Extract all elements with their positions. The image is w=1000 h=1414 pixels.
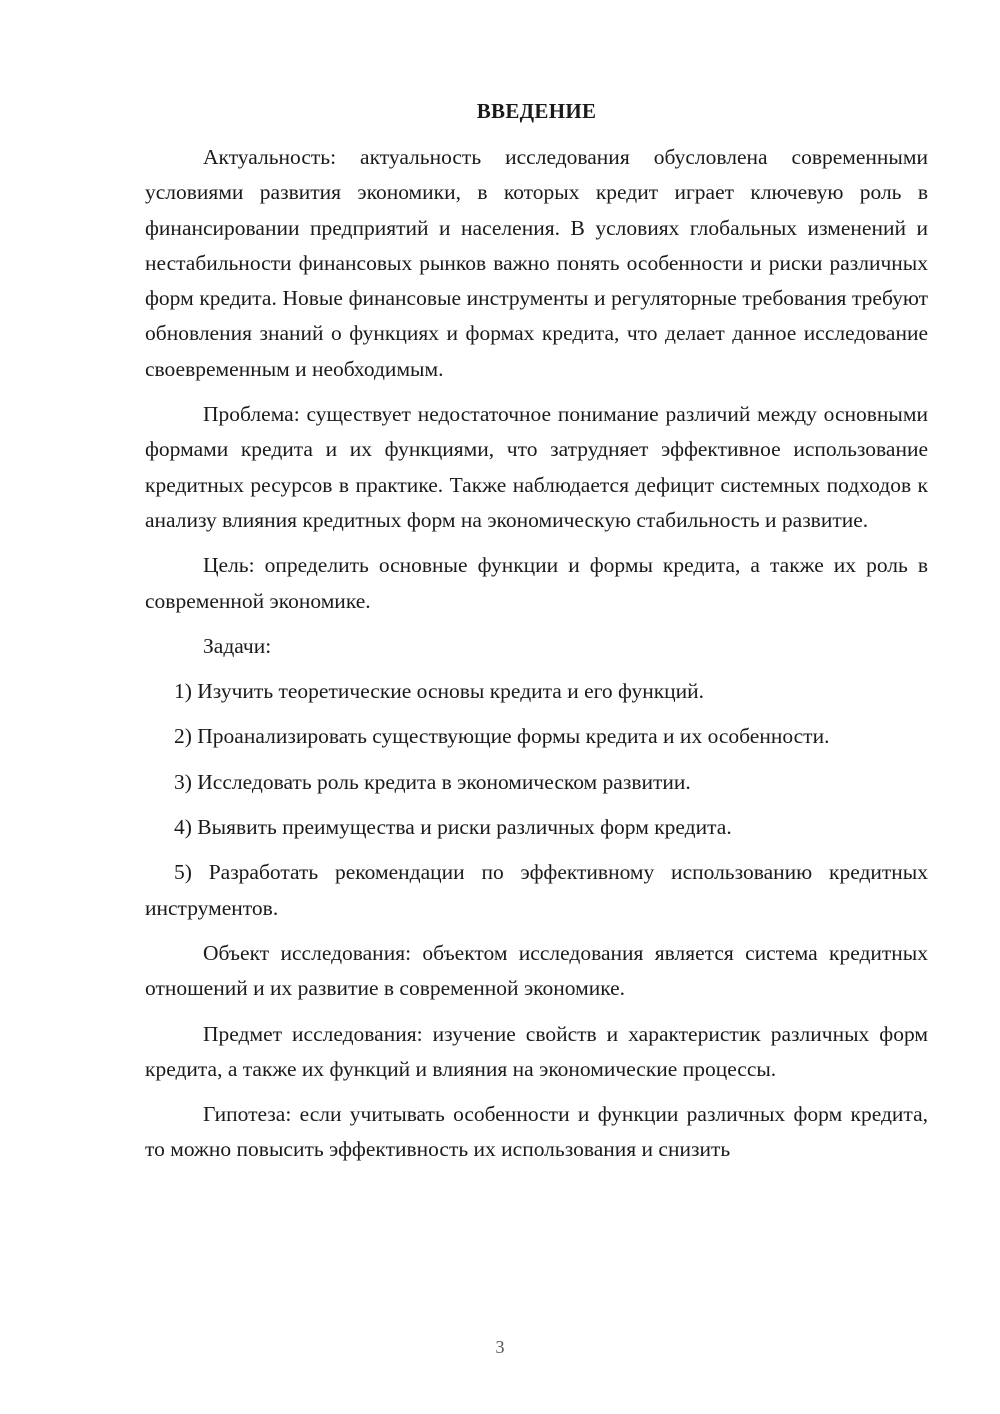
paragraph-hypothesis: Гипотеза: если учитывать особенности и функции различных форм кредита, то можно повысить эффективность их использования и снизить	[145, 1102, 928, 1162]
task-item: 3) Исследовать роль кредита в экономическом развитии.	[174, 769, 691, 794]
paragraph-problem: Проблема: существует недостаточное понимание различий между основными формами кредита и их функциями, что затрудняет эффективное использование кредитных ресурсов в практике. Также наблюдается дефицит системных подходов к анализу влияния кредитных форм на экономическую стабильность и развитие.	[145, 402, 928, 532]
task-item: 4) Выявить преимущества и риски различных форм кредита.	[174, 815, 732, 840]
page-number: 3	[495, 1337, 505, 1357]
paragraph-object: Объект исследования: объектом исследования является система кредитных отношений и их развитие в современной экономике.	[145, 940, 928, 1001]
paragraph-subject: Предмет исследования: изучение свойств и характеристик различных форм кредита, а также их функций и влияния на экономические процессы.	[145, 1021, 928, 1081]
task-item: 2) Проанализировать существующие формы кредита и их особенности.	[174, 724, 830, 749]
paragraph-tasks-heading: Задачи:	[203, 633, 272, 658]
task-item: 1) Изучить теоретические основы кредита и его функций.	[174, 679, 705, 704]
document-body	[145, 140, 928, 1168]
paragraph-goal: Цель: определить основные функции и формы кредита, а также их роль в современной экономике.	[145, 553, 928, 613]
task-item: 5) Разработать рекомендации по эффективному использованию кредитных инструментов.	[145, 860, 928, 920]
paragraph-relevance: Актуальность: актуальность исследования обусловлена современными условиями развития экономики, в которых кредит играет ключевую роль в финансировании предприятий и населения. В условиях глобальных изменений и нестабильности финансовых рынков важно понять особенности и риски различных форм кредита. Новые финансовые инструменты и регуляторные требования требуют обновления знаний о функциях и формах кредита, что делает данное исследование своевременным и необходимым.	[145, 145, 928, 381]
section-title: ВВЕДЕНИЕ	[476, 99, 597, 123]
